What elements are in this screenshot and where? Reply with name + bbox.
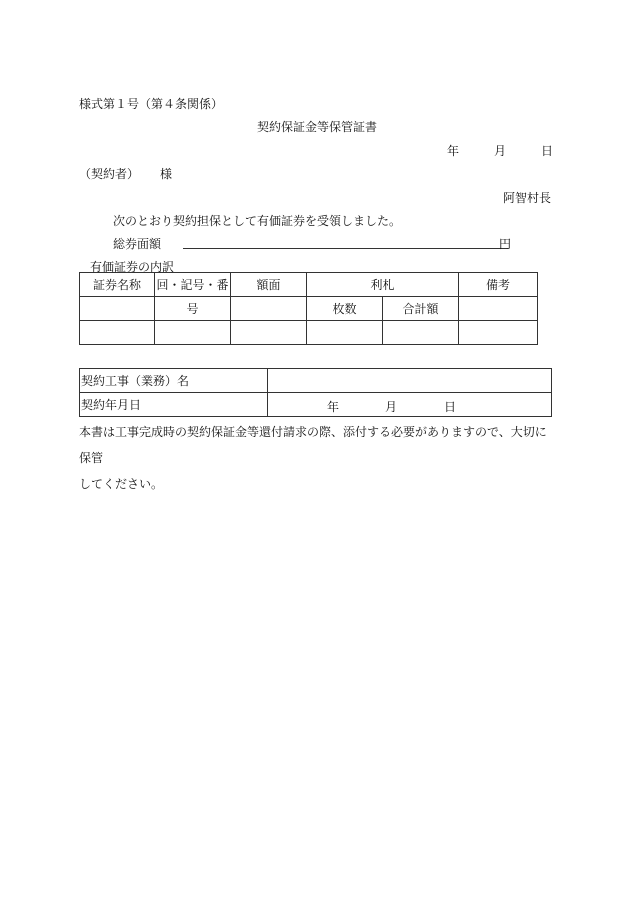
header-cell-blank [80,297,155,321]
cell-remarks [459,321,538,345]
header-cell-blank [459,297,538,321]
table-row [80,321,538,345]
note-text [79,419,555,497]
securities-table [79,272,538,345]
cell-number [155,321,231,345]
col-header-sum: 合計額 [383,297,459,321]
cell-face [231,321,307,345]
total-face-underline [183,248,508,249]
issuer-name: 阿智村長 [503,191,552,205]
cell-sum [383,321,459,345]
securities-caption: 有価証券の内訳 [90,260,175,274]
contract-date-value [268,393,552,417]
note-line-1: 本書は工事完成時の契約保証金等還付請求の際、添付する必要がありますので、大切に保管 [79,425,547,465]
total-face-label: 総券面額 [113,237,162,251]
cell-count [307,321,383,345]
issue-date-day: 日 [541,144,554,158]
header-cell-blank [231,297,307,321]
contract-date-year: 年 [327,400,340,414]
contractor-honorific: 様 [160,167,173,181]
col-header-number-cont: 号 [155,297,231,321]
work-name-label: 契約工事（業務）名 [80,369,268,393]
contract-date-month: 月 [385,400,398,414]
contractor-label: （契約者） [79,167,140,181]
issue-date-year: 年 [447,144,460,158]
col-header-name: 証券名称 [80,273,155,297]
col-header-number: 回・記号・番 [155,273,231,297]
intro-text: 次のとおり契約担保として有価証券を受領しました。 [113,214,402,228]
col-header-count: 枚数 [307,297,383,321]
issue-date-month: 月 [494,144,507,158]
col-header-face: 額面 [231,273,307,297]
cell-name [80,321,155,345]
yen-unit: 円 [499,237,512,251]
document-title: 契約保証金等保管証書 [257,120,378,134]
contract-table [79,368,552,417]
contract-date-label: 契約年月日 [80,393,268,417]
contract-date-day: 日 [444,400,457,414]
note-line-2: してください。 [79,477,164,491]
work-name-value [268,369,552,393]
col-header-remarks: 備考 [459,273,538,297]
col-header-coupon: 利札 [307,273,459,297]
form-number: 様式第１号（第４条関係） [79,97,224,111]
